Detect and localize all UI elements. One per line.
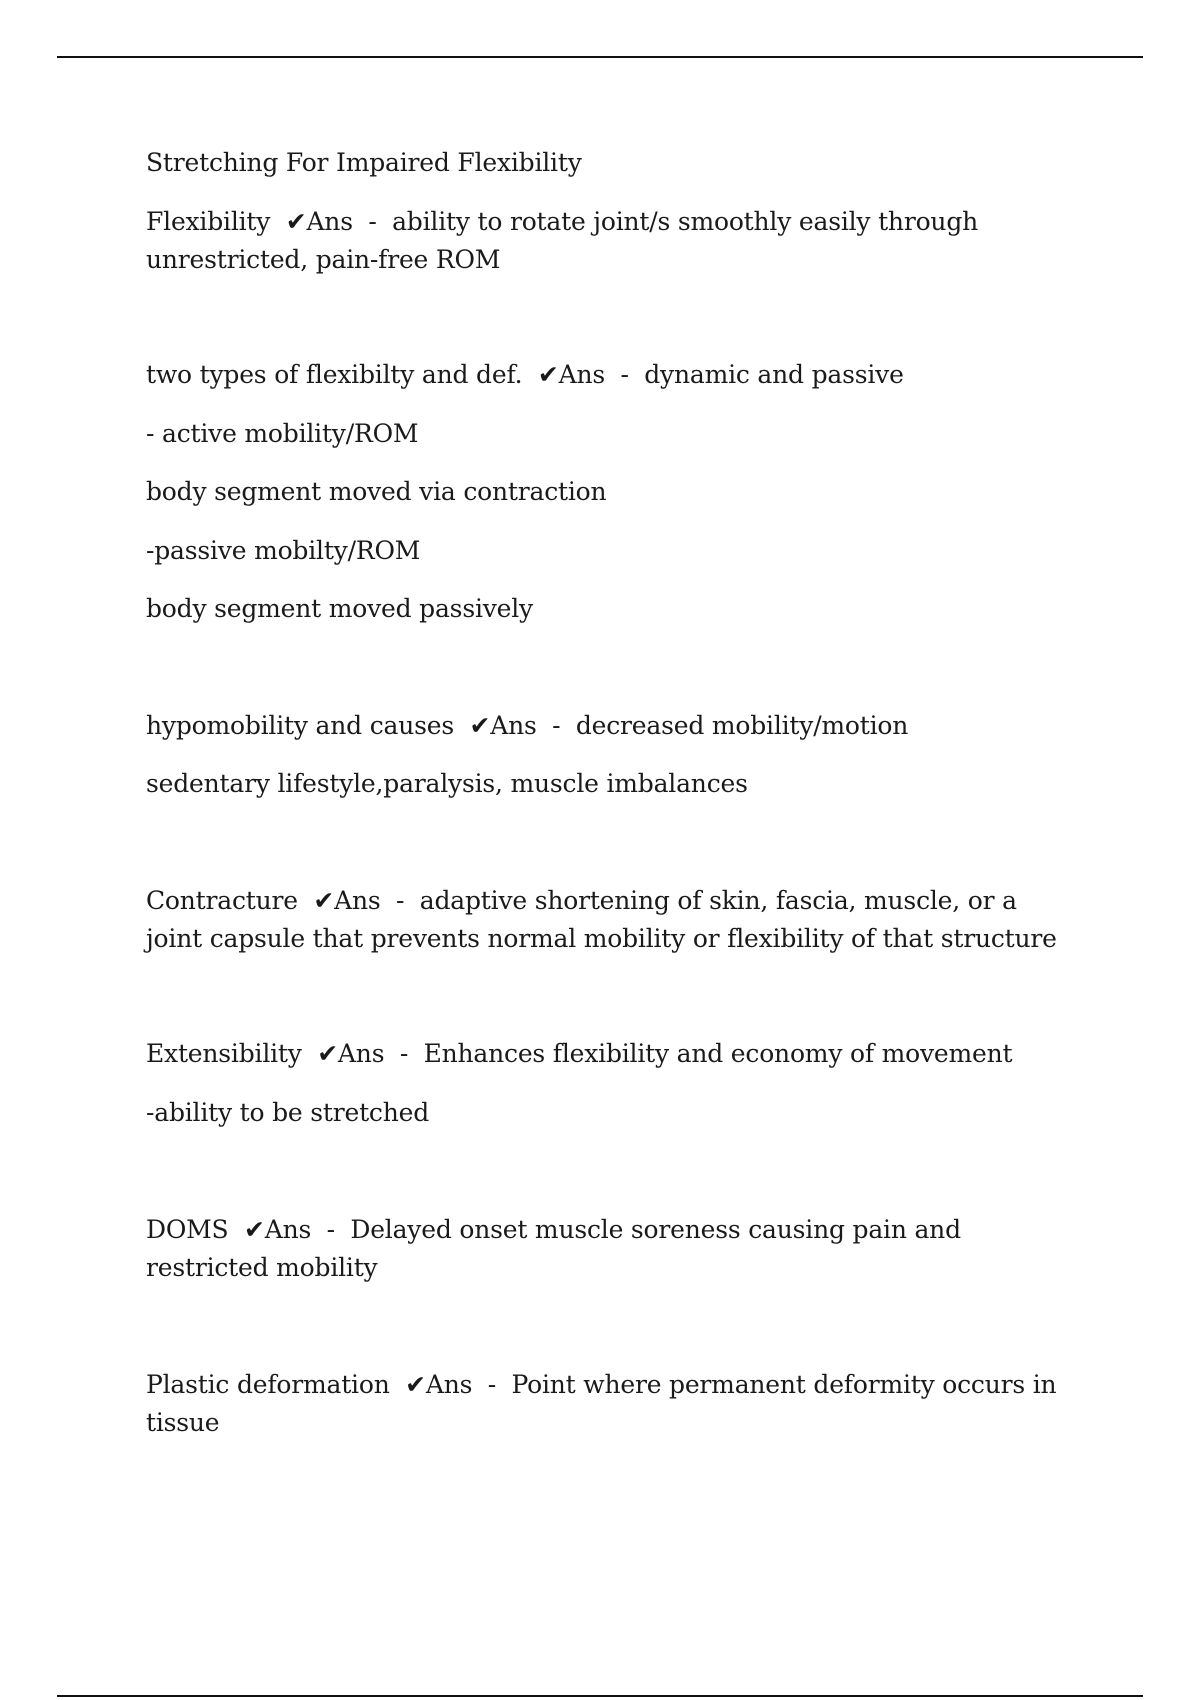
bottom-rule bbox=[57, 1695, 1143, 1697]
entry-term: DOMS bbox=[146, 1215, 229, 1244]
entry-separator: - bbox=[326, 1215, 335, 1244]
entry-flexibility bbox=[146, 203, 1066, 279]
check-icon: ✔Ans bbox=[243, 1215, 312, 1244]
entry-extra-line: -ability to be stretched bbox=[146, 1098, 430, 1127]
entry-term: Flexibility bbox=[146, 207, 271, 236]
entry-answer: dynamic and passive bbox=[644, 360, 904, 389]
entry-extra-line: body segment moved via contraction bbox=[146, 477, 607, 506]
entry-term: two types of flexibilty and def. bbox=[146, 360, 523, 389]
entry-extra-line: - active mobility/ROM bbox=[146, 419, 419, 448]
entry-term: Contracture bbox=[146, 886, 298, 915]
entry-term: hypomobility and causes bbox=[146, 711, 454, 740]
entry-extra-line: sedentary lifestyle,paralysis, muscle imbalances bbox=[146, 769, 748, 798]
entry-extensibility bbox=[146, 1035, 1066, 1073]
check-icon: ✔Ans bbox=[469, 711, 537, 740]
entry-separator: - bbox=[487, 1370, 496, 1399]
entry-contracture bbox=[146, 882, 1066, 958]
check-icon: ✔Ans bbox=[405, 1370, 473, 1399]
check-icon: ✔Ans bbox=[285, 207, 353, 236]
check-icon: ✔Ans bbox=[317, 1039, 385, 1068]
entry-hypomobility bbox=[146, 707, 1066, 745]
entry-separator: - bbox=[396, 886, 405, 915]
document-title: Stretching For Impaired Flexibility bbox=[146, 148, 582, 177]
entry-extra-line: body segment moved passively bbox=[146, 594, 533, 623]
entry-separator: - bbox=[552, 711, 561, 740]
check-icon: ✔Ans bbox=[537, 360, 605, 389]
entry-term: Extensibility bbox=[146, 1039, 302, 1068]
entry-doms bbox=[146, 1211, 1066, 1287]
entry-separator: - bbox=[620, 360, 629, 389]
entry-separator: - bbox=[399, 1039, 409, 1068]
entry-separator: - bbox=[368, 207, 377, 236]
entry-two-types bbox=[146, 356, 1066, 394]
top-rule bbox=[57, 56, 1143, 58]
entry-extra-line: -passive mobilty/ROM bbox=[146, 536, 421, 565]
check-icon: ✔Ans bbox=[313, 886, 381, 915]
entry-answer: ability to rotate joint/s smoothly easily through unrestricted, pain-free ROM bbox=[146, 207, 979, 274]
entry-plastic-deformation bbox=[146, 1366, 1066, 1442]
entry-answer: Enhances flexibility and economy of movement bbox=[423, 1039, 1013, 1068]
entry-term: Plastic deformation bbox=[146, 1370, 390, 1399]
entry-answer: adaptive shortening of skin, fascia, muscle, or a joint capsule that prevents normal mobility or flexibility of that structure bbox=[146, 886, 1057, 953]
entry-answer: Delayed onset muscle soreness causing pain and restricted mobility bbox=[146, 1215, 961, 1282]
entry-answer: decreased mobility/motion bbox=[575, 711, 909, 740]
entry-answer: Point where permanent deformity occurs in tissue bbox=[146, 1370, 1057, 1437]
